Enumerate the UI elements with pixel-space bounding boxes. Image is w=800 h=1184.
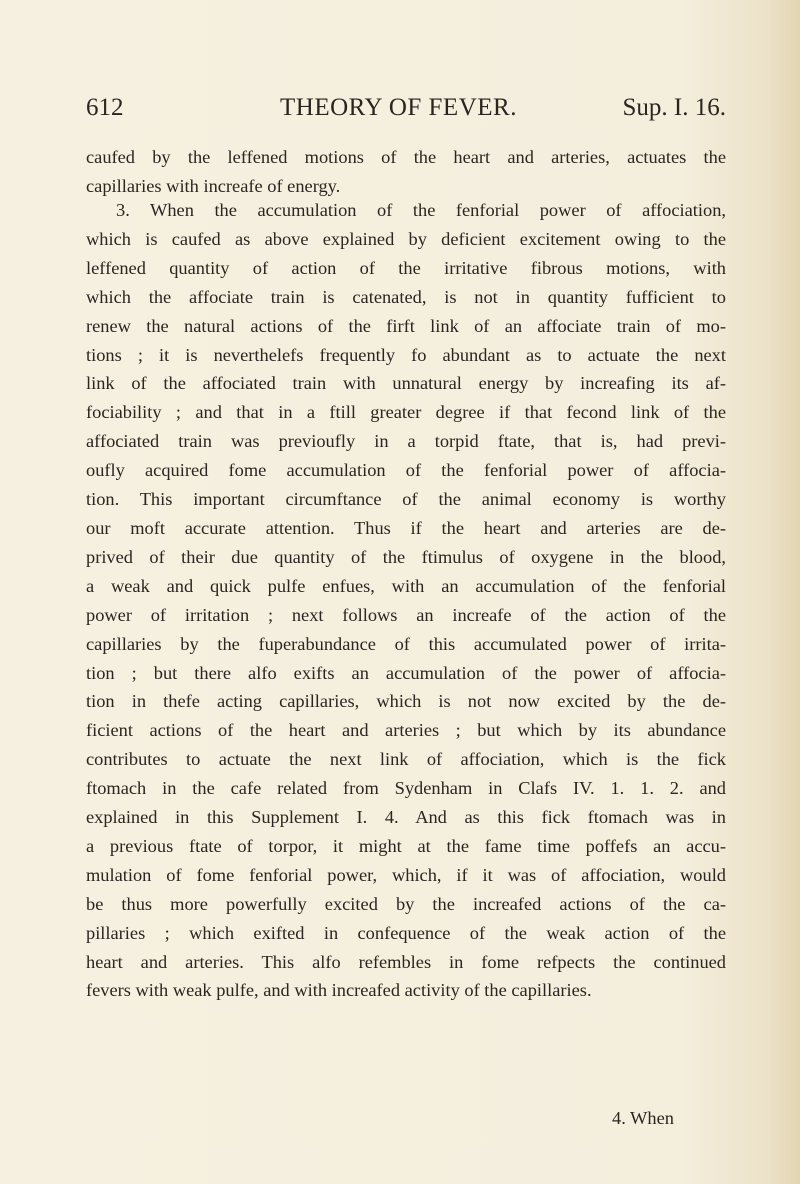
text-line: caufed by the leffened motions of the heart and arteries, actuates the xyxy=(86,147,726,167)
section-reference: Sup. I. 16. xyxy=(622,94,726,121)
paragraph-continuation xyxy=(86,143,726,201)
text-line: 3. When the accumulation of the fenforial power of affociation, xyxy=(116,200,726,220)
text-line: affociated train was previoufly in a torpid ftate, that is, had previ- xyxy=(86,431,726,452)
running-title: THEORY OF FEVER. xyxy=(280,94,517,121)
text-line: pillaries ; which exifted in confequence of the weak action of the xyxy=(86,922,726,943)
text-line: heart and arteries. This alfo refembles in fome refpects the continued xyxy=(86,951,726,972)
text-line: tions ; it is neverthelefs frequently fo abundant as to actuate the next xyxy=(86,344,726,365)
text-line: renew the natural actions of the firft link of an affociate train of mo- xyxy=(86,315,726,336)
text-line: a weak and quick pulfe enfues, with an accumulation of the fenforial xyxy=(86,575,726,596)
text-line: link of the affociated train with unnatural energy by increafing its af- xyxy=(86,373,726,394)
catchword: 4. When xyxy=(612,1108,674,1128)
page-number: 612 xyxy=(86,94,124,121)
text-line: contributes to actuate the next link of affociation, which is the fick xyxy=(86,749,726,770)
running-header xyxy=(86,94,726,126)
text-line: be thus more powerfully excited by the increafed actions of the ca- xyxy=(86,893,726,914)
paragraph-3 xyxy=(86,196,726,1005)
text-line: explained in this Supplement I. 4. And as this fick ftomach was in xyxy=(86,807,726,828)
text-line: leffened quantity of action of the irritative fibrous motions, with xyxy=(86,257,726,278)
text-line: oufly acquired fome accumulation of the fenforial power of affocia- xyxy=(86,460,726,481)
text-line: capillaries by the fuperabundance of this accumulated power of irrita- xyxy=(86,633,726,654)
text-line: our moft accurate attention. Thus if the heart and arteries are de- xyxy=(86,517,726,538)
text-line: capillaries with increafe of energy. xyxy=(86,175,341,196)
text-line: which the affociate train is catenated, is not in quantity fufficient to xyxy=(86,286,726,307)
text-line: ftomach in the cafe related from Sydenham in Clafs IV. 1. 1. 2. and xyxy=(86,778,726,799)
text-line: prived of their due quantity of the ftimulus of oxygene in the blood, xyxy=(86,546,726,567)
text-line: which is caufed as above explained by deficient excitement owing to the xyxy=(86,228,726,249)
text-line: tion in thefe acting capillaries, which is not now excited by the de- xyxy=(86,691,726,712)
text-line: fevers with weak pulfe, and with increafed activity of the capillaries. xyxy=(86,980,592,1001)
text-line: tion. This important circumftance of the animal economy is worthy xyxy=(86,489,726,510)
text-line: fociability ; and that in a ftill greater degree if that fecond link of the xyxy=(86,402,726,423)
text-line: ficient actions of the heart and arteries ; but which by its abundance xyxy=(86,720,726,741)
text-line: a previous ftate of torpor, it might at the fame time poffefs an accu- xyxy=(86,835,726,856)
text-line: tion ; but there alfo exifts an accumulation of the power of affocia- xyxy=(86,662,726,683)
text-line: power of irritation ; next follows an increafe of the action of the xyxy=(86,604,726,625)
text-line: mulation of fome fenforial power, which, if it was of affociation, would xyxy=(86,864,726,885)
